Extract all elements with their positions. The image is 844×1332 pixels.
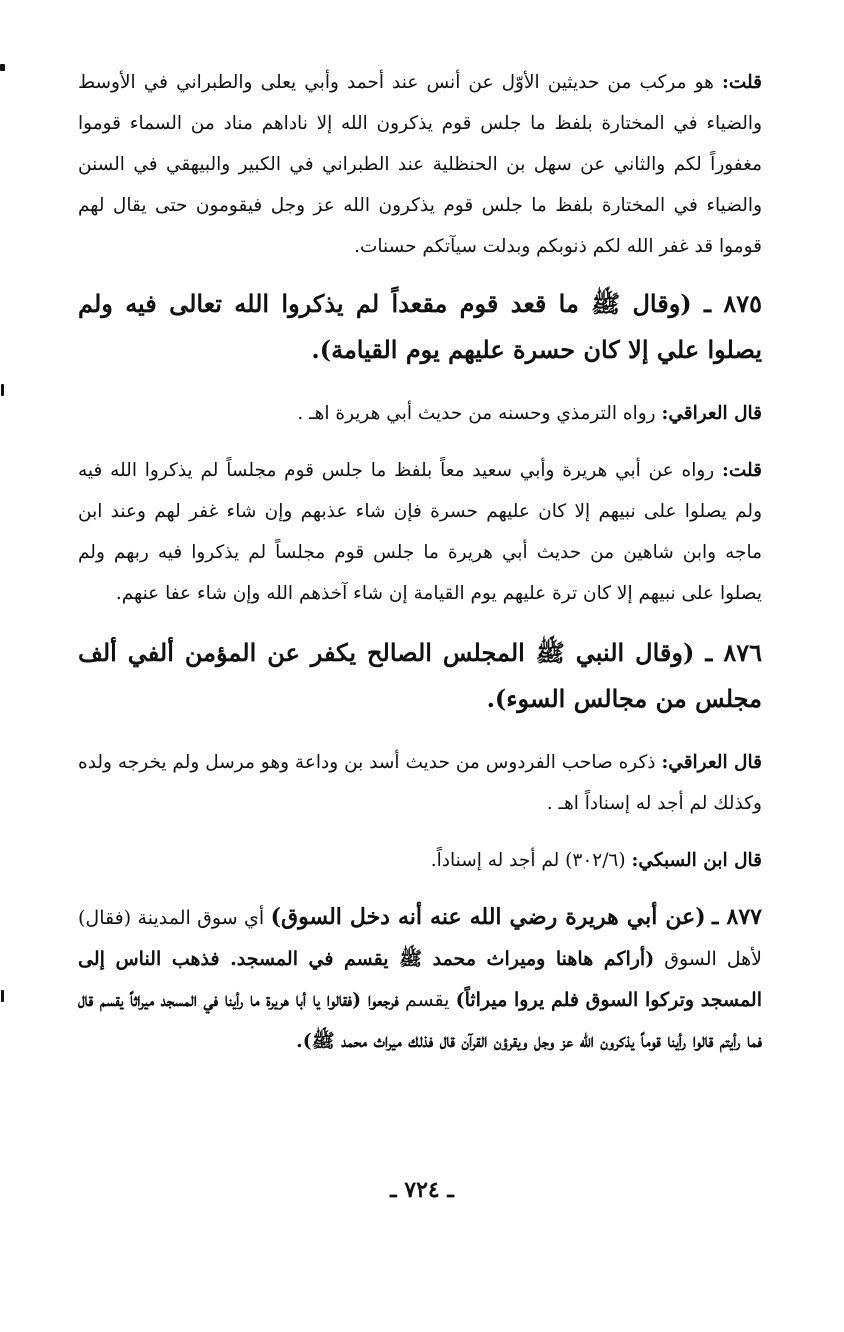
- hadith-877-part-4: فرجعوا (فقالوا يا أبا هريرة ما رأينا في المسجد ميراثاً يقسم قال فما رأيتم قالوا رأينا قوماً يذكرون الله عز وجل ويقرؤن القرآن قال فذلك ميراث محمد ﷺ).: [78, 989, 762, 1052]
- hadith-877-lead: (عن أبي هريرة رضي الله عنه أنه دخل السوق): [270, 904, 706, 930]
- iraqi-876-label: قال العراقي:: [661, 752, 762, 773]
- page-body: [78, 62, 762, 1072]
- qultu-875-text: رواه عن أبي هريرة وأبي سعيد معاً بلفظ ما جلس قوم مجلساً لم يذكروا الله فيه ولم يصلوا على نبيهم إلا كان عليهم حسرة فإن شاء عذبهم وإن شاء غفر لهم وعند ابن ماجه وابن شاهين من حديث أبي هريرة ما جلس قوم مجلساً لم يذكروا فيه ربهم ولم يصلوا على نبيهم إلا كان ترة عليهم يوم القيامة إن شاء آخذهم الله وإن شاء عفا عنهم.: [78, 460, 762, 604]
- hadith-876-number: ٨٧٦ ـ: [705, 638, 762, 667]
- hadith-877-commentary-1: أي سوق المدينة: [137, 907, 265, 929]
- iraqi-876-text: ذكره صاحب الفردوس من حديث أسد بن وداعة وهو مرسل ولم يخرجه ولده وكذلك لم أجد له إسناداً اهـ .: [78, 752, 762, 814]
- edge-mark-top: [0, 64, 5, 71]
- hadith-877-number: ٨٧٧ ـ: [712, 904, 762, 930]
- hadith-877: [78, 897, 762, 1062]
- hadith-877-part-3: (أراكم هاهنا وميراث محمد ﷺ يقسم في المسجد. فذهب الناس إلى المسجد وتركوا السوق فلم يروا ميراثاً): [78, 948, 763, 1011]
- hadith-875: [78, 281, 762, 373]
- hadith-876: [78, 630, 762, 722]
- edge-mark-middle: [1, 384, 4, 396]
- intro-text: هو مركب من حديثين الأوّل عن أنس عند أحمد وأبي يعلى والطبراني في الأوسط والضياء في المختارة بلفظ ما جلس قوم يذكرون الله إلا ناداهم مناد من السماء قوموا مغفوراً لكم والثاني عن سهل بن الحنظلية عند الطبراني في الكبير والبيهقي في السنن والضياء في المختارة بلفظ ما جلس قوم يذكرون الله عز وجل فيقومون حتى يقال لهم قوموا قد غفر الله لكم ذنوبكم وبدلت سيآتكم حسنات.: [78, 72, 762, 257]
- intro-label: قلت:: [722, 72, 763, 93]
- iraqi-875-label: قال العراقي:: [661, 403, 762, 424]
- hadith-877-part-2: (فقال): [78, 907, 132, 929]
- intro-paragraph: [78, 62, 762, 267]
- hadith-875-text: (وقال ﷺ ما قعد قوم مقعداً لم يذكروا الله تعالى فيه ولم يصلوا علي إلا كان حسرة عليهم يوم القيامة).: [78, 289, 762, 364]
- subki-876-label: قال ابن السبكي:: [631, 850, 762, 871]
- hadith-877-commentary-3: يقسم: [404, 989, 450, 1011]
- hadith-876-text: (وقال النبي ﷺ المجلس الصالح يكفر عن المؤمن ألفي ألف مجلس من مجالس السوء).: [78, 638, 762, 713]
- edge-mark-lower: [1, 990, 4, 1002]
- iraqi-875-paragraph: [78, 393, 762, 434]
- qultu-875-paragraph: [78, 450, 762, 614]
- hadith-875-number: ٨٧٥ ـ: [703, 289, 763, 318]
- page-number: ـ ٧٢٤ ـ: [390, 1177, 454, 1203]
- iraqi-876-paragraph: [78, 742, 762, 824]
- iraqi-875-text: رواه الترمذي وحسنه من حديث أبي هريرة اهـ .: [297, 403, 656, 424]
- subki-876-paragraph: [78, 840, 762, 881]
- subki-876-text: (٣٠٢/٦) لم أجد له إسناداً.: [430, 850, 626, 871]
- qultu-875-label: قلت:: [722, 460, 762, 481]
- hadith-877-commentary-2: لأهل السوق: [664, 948, 763, 970]
